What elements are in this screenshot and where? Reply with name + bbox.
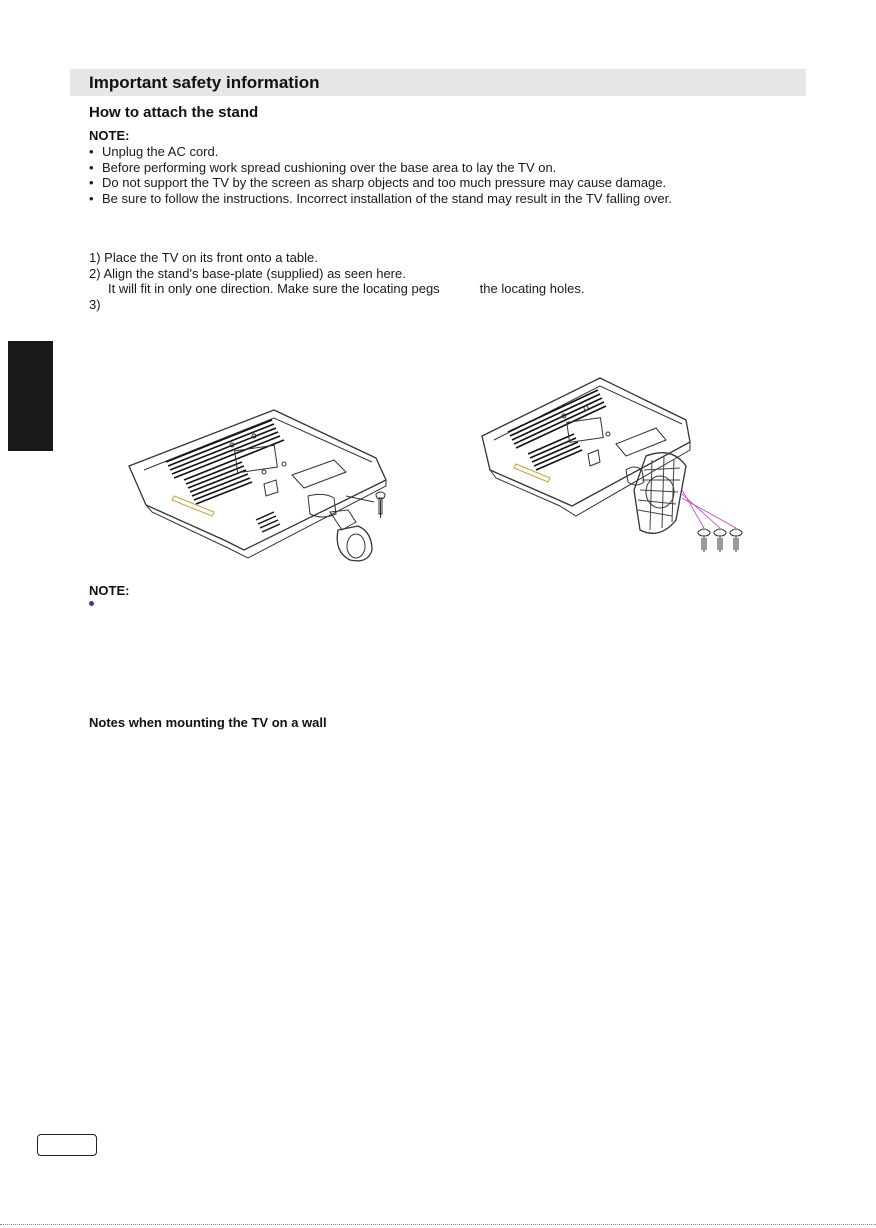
page-title: Important safety information	[89, 73, 320, 92]
step-2-detail-b: the locating holes.	[479, 281, 585, 296]
second-note-bullet	[89, 601, 94, 606]
step-2: 2) Align the stand's base-plate (supplied) as seen here.	[89, 265, 406, 281]
step-3: 3)	[89, 296, 101, 312]
step-2-detail-a: It will fit in only one direction. Make sure the locating pegs	[108, 281, 440, 296]
stand-section-title: How to attach the stand	[89, 104, 259, 121]
note-item: • Be sure to follow the instructions. Incorrect installation of the stand may result in the TV falling over.	[89, 191, 672, 207]
note-label: NOTE:	[89, 128, 130, 143]
tv-rear-stand-neck-illustration	[124, 400, 400, 576]
wall-section-title: Notes when mounting the TV on a wall	[89, 715, 327, 730]
side-language-tab	[8, 341, 53, 451]
note-item: • Before performing work spread cushioning over the base area to lay the TV on.	[89, 160, 672, 176]
section-header-bar	[70, 69, 806, 96]
note-item: • Do not support the TV by the screen as sharp objects and too much pressure may cause damage.	[89, 175, 672, 191]
note-item: • Unplug the AC cord.	[89, 144, 672, 160]
step-2-detail	[89, 281, 584, 297]
tv-rear-base-plate-illustration	[476, 370, 748, 562]
steps-list	[89, 250, 584, 312]
second-note-label: NOTE:	[89, 583, 130, 598]
note-list	[89, 144, 672, 206]
step-1: 1) Place the TV on its front onto a table.	[89, 250, 318, 265]
page-number-box	[37, 1134, 97, 1156]
bottom-rule	[0, 1224, 876, 1225]
